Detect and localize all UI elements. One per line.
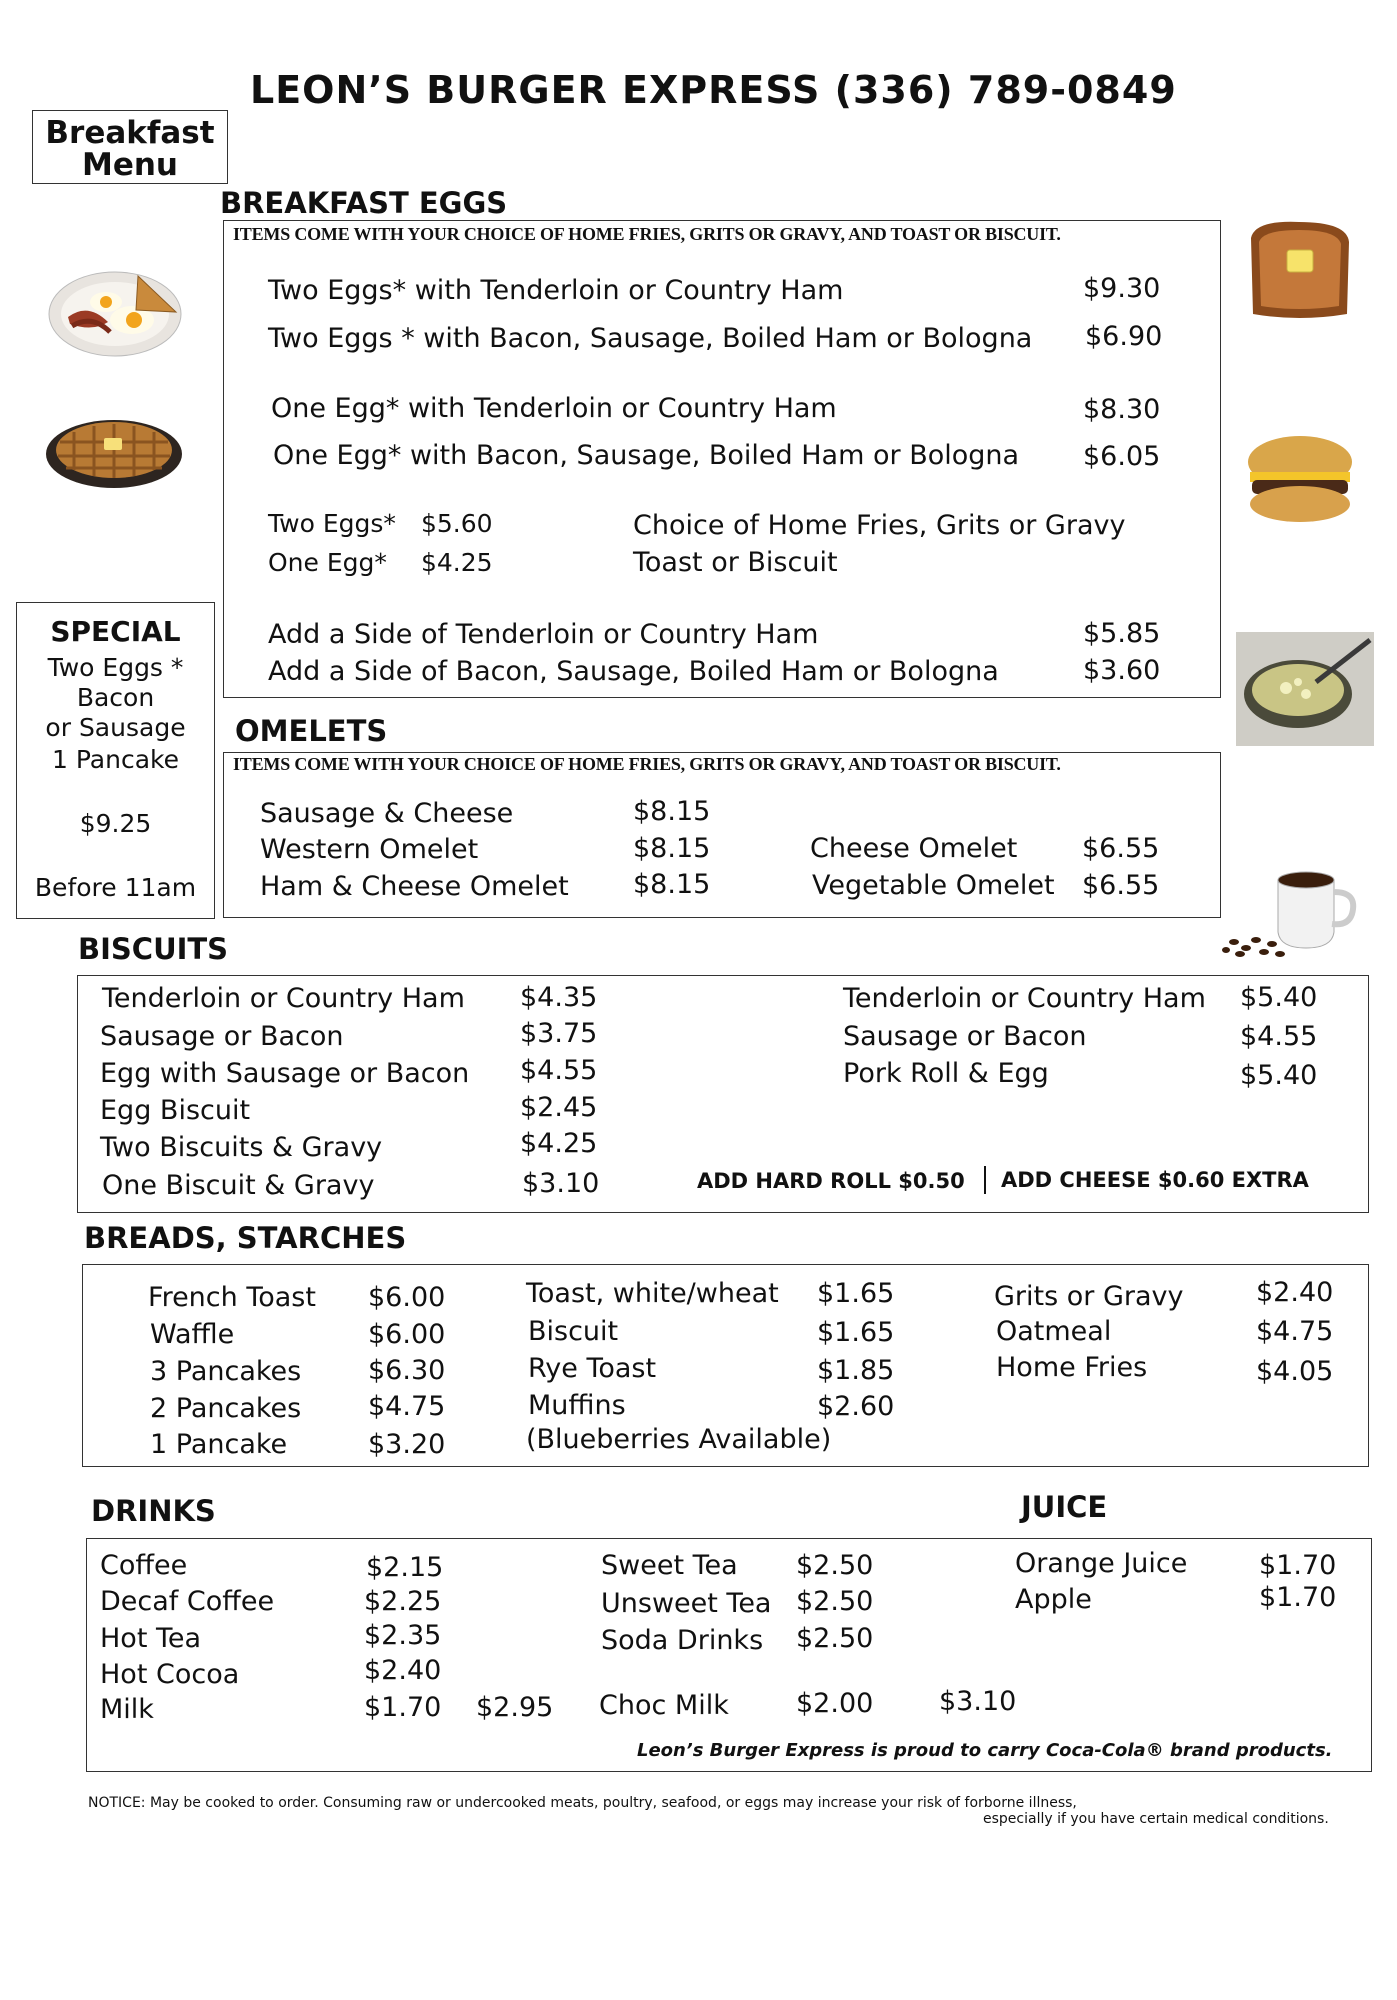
- side-item-name: Add a Side of Tenderloin or Country Ham: [268, 619, 819, 650]
- egg-item-name: One Egg* with Bacon, Sausage, Boiled Ham or Bologna: [273, 440, 1020, 471]
- drink-price: $2.35: [364, 1620, 442, 1651]
- bread-name: Grits or Gravy: [994, 1281, 1184, 1312]
- drink-price-large: $2.95: [476, 1692, 554, 1723]
- biscuit-price: $4.25: [520, 1128, 598, 1159]
- biscuits-heading: BISCUITS: [78, 932, 229, 966]
- biscuit-name: Egg Biscuit: [100, 1095, 251, 1126]
- hard-roll-addon: ADD HARD ROLL $0.50: [697, 1169, 965, 1193]
- drink-price: $2.00: [796, 1688, 874, 1719]
- bread-price: $1.65: [817, 1278, 895, 1309]
- plain-egg-price: $4.25: [421, 548, 493, 577]
- breakfast-sandwich-photo: [1244, 434, 1356, 524]
- biscuit-price: $3.10: [522, 1168, 600, 1199]
- drink-price: $2.15: [366, 1552, 444, 1583]
- omelet-price: $8.15: [633, 833, 711, 864]
- plain-egg-desc: Choice of Home Fries, Grits or Gravy: [633, 510, 1126, 541]
- bread-name: Muffins: [528, 1390, 626, 1421]
- biscuit-price: $4.35: [520, 982, 598, 1013]
- side-item-price: $3.60: [1083, 655, 1161, 686]
- coca-cola-note: Leon’s Burger Express is proud to carry Coca-Cola® brand products.: [637, 1740, 1333, 1761]
- drink-price: $1.70: [364, 1692, 442, 1723]
- bread-name: Rye Toast: [528, 1353, 657, 1384]
- biscuit-name: Sausage or Bacon: [843, 1021, 1087, 1052]
- breakfast-eggs-heading: BREAKFAST EGGS: [220, 186, 508, 220]
- special-box: [16, 602, 215, 919]
- drink-price: $2.50: [796, 1623, 874, 1654]
- juice-name: Apple: [1015, 1584, 1092, 1615]
- omelet-name: Vegetable Omelet: [812, 870, 1055, 901]
- toast-photo: [1245, 218, 1353, 322]
- drink-price: $2.50: [796, 1550, 874, 1581]
- plain-egg-name: One Egg*: [268, 548, 387, 577]
- bread-price: $2.40: [1256, 1277, 1334, 1308]
- side-item-name: Add a Side of Bacon, Sausage, Boiled Ham or Bologna: [268, 656, 999, 687]
- coffee-cup-photo: [1220, 862, 1368, 958]
- omelet-name: Sausage & Cheese: [260, 798, 514, 829]
- omelet-price: $8.15: [633, 796, 711, 827]
- biscuit-price: $4.55: [1240, 1021, 1318, 1052]
- eggs-note: ITEMS COME WITH YOUR CHOICE OF HOME FRIES, GRITS OR GRAVY, AND TOAST OR BISCUIT.: [233, 224, 1061, 244]
- biscuit-price: $2.45: [520, 1092, 598, 1123]
- juice-price: $1.70: [1259, 1550, 1337, 1581]
- special-line: Bacon: [76, 683, 155, 712]
- egg-item-price: $8.30: [1083, 394, 1161, 425]
- egg-item-price: $9.30: [1083, 273, 1161, 304]
- drink-name: Choc Milk: [599, 1690, 729, 1721]
- juice-price: $1.70: [1259, 1582, 1337, 1613]
- plain-egg-desc: Toast or Biscuit: [633, 547, 838, 578]
- drinks-heading: DRINKS: [91, 1494, 216, 1528]
- bread-price: $2.60: [817, 1391, 895, 1422]
- omelets-note: ITEMS COME WITH YOUR CHOICE OF HOME FRIES, GRITS OR GRAVY, AND TOAST OR BISCUIT.: [233, 754, 1061, 774]
- special-heading: SPECIAL: [50, 615, 181, 648]
- drink-price-large: $3.10: [939, 1686, 1017, 1717]
- egg-item-price: $6.05: [1083, 441, 1161, 472]
- juice-heading: JUICE: [1021, 1490, 1108, 1524]
- omelets-heading: OMELETS: [235, 714, 388, 748]
- egg-item-name: One Egg* with Tenderloin or Country Ham: [271, 393, 837, 424]
- omelet-name: Ham & Cheese Omelet: [260, 871, 569, 902]
- bread-name: 2 Pancakes: [150, 1393, 302, 1424]
- bread-price: $1.65: [817, 1317, 895, 1348]
- biscuit-price: $4.55: [520, 1055, 598, 1086]
- biscuit-name: Two Biscuits & Gravy: [100, 1132, 383, 1163]
- drink-price: $2.50: [796, 1586, 874, 1617]
- bread-price: $1.85: [817, 1355, 895, 1386]
- drink-name: Soda Drinks: [601, 1625, 764, 1656]
- omelet-price: $6.55: [1082, 870, 1160, 901]
- bread-name: French Toast: [148, 1282, 316, 1313]
- biscuit-name: Pork Roll & Egg: [843, 1058, 1049, 1089]
- biscuit-price: $5.40: [1240, 1060, 1318, 1091]
- drink-price: $2.40: [364, 1655, 442, 1686]
- special-line: or Sausage: [45, 713, 186, 742]
- bread-price: $6.00: [368, 1319, 446, 1350]
- egg-item-name: Two Eggs * with Bacon, Sausage, Boiled Ham or Bologna: [268, 323, 1033, 354]
- breads-heading: BREADS, STARCHES: [84, 1221, 407, 1255]
- omelet-price: $6.55: [1082, 833, 1160, 864]
- bread-name: 1 Pancake: [150, 1429, 288, 1460]
- bread-name: Toast, white/wheat: [526, 1278, 779, 1309]
- special-price: $9.25: [79, 809, 152, 838]
- biscuit-name: Tenderloin or Country Ham: [102, 983, 465, 1014]
- drink-name: Milk: [100, 1694, 154, 1725]
- side-item-price: $5.85: [1083, 618, 1161, 649]
- omelet-name: Western Omelet: [260, 834, 479, 865]
- drink-price: $2.25: [364, 1586, 442, 1617]
- drink-name: Coffee: [100, 1550, 188, 1581]
- bread-name: Oatmeal: [996, 1316, 1112, 1347]
- menu-label-line-1: Breakfast: [45, 115, 215, 151]
- special-time: Before 11am: [34, 873, 197, 902]
- grits-bowl-photo: [1236, 632, 1374, 746]
- plain-egg-price: $5.60: [421, 509, 493, 538]
- juice-name: Orange Juice: [1015, 1548, 1188, 1579]
- drink-name: Hot Tea: [100, 1623, 202, 1654]
- bread-name: Home Fries: [996, 1352, 1148, 1383]
- drink-name: Unsweet Tea: [601, 1588, 772, 1619]
- bread-price: $6.30: [368, 1355, 446, 1386]
- biscuit-name: One Biscuit & Gravy: [102, 1170, 375, 1201]
- eggs-bacon-toast-photo: [48, 262, 183, 358]
- drink-name: Sweet Tea: [601, 1550, 738, 1581]
- bread-price: $6.00: [368, 1282, 446, 1313]
- special-line: 1 Pancake: [51, 745, 179, 774]
- plain-egg-name: Two Eggs*: [268, 509, 396, 538]
- egg-item-name: Two Eggs* with Tenderloin or Country Ham: [268, 275, 844, 306]
- bread-price: $3.20: [368, 1429, 446, 1460]
- notice-line-1: NOTICE: May be cooked to order. Consuming raw or undercooked meats, poultry, seafood, or eggs may increase your risk of forborne illness,: [88, 1795, 1077, 1811]
- omelet-name: Cheese Omelet: [810, 833, 1018, 864]
- cheese-addon: ADD CHEESE $0.60 EXTRA: [1001, 1168, 1309, 1192]
- breakfast-menu-label: [32, 110, 228, 184]
- bread-name: Waffle: [150, 1319, 235, 1350]
- biscuit-price: $3.75: [520, 1018, 598, 1049]
- bread-price: $4.75: [368, 1391, 446, 1422]
- notice-line-2: especially if you have certain medical conditions.: [983, 1811, 1329, 1827]
- drink-name: Hot Cocoa: [100, 1659, 240, 1690]
- biscuit-price: $5.40: [1240, 982, 1318, 1013]
- biscuit-name: Tenderloin or Country Ham: [843, 983, 1206, 1014]
- menu-label-line-2: Menu: [81, 147, 178, 183]
- drink-name: Decaf Coffee: [100, 1586, 275, 1617]
- biscuit-name: Sausage or Bacon: [100, 1021, 344, 1052]
- bread-price: $4.75: [1256, 1316, 1334, 1347]
- omelet-price: $8.15: [633, 869, 711, 900]
- waffle-photo: [44, 412, 184, 490]
- biscuit-name: Egg with Sausage or Bacon: [100, 1058, 470, 1089]
- addon-divider: [984, 1166, 986, 1194]
- special-line: Two Eggs *: [47, 653, 184, 682]
- egg-item-price: $6.90: [1085, 321, 1163, 352]
- restaurant-title: LEON’S BURGER EXPRESS (336) 789-0849: [250, 68, 1177, 112]
- bread-name: 3 Pancakes: [150, 1356, 302, 1387]
- blueberries-note: (Blueberries Available): [526, 1424, 832, 1455]
- bread-name: Biscuit: [528, 1316, 619, 1347]
- bread-price: $4.05: [1256, 1356, 1334, 1387]
